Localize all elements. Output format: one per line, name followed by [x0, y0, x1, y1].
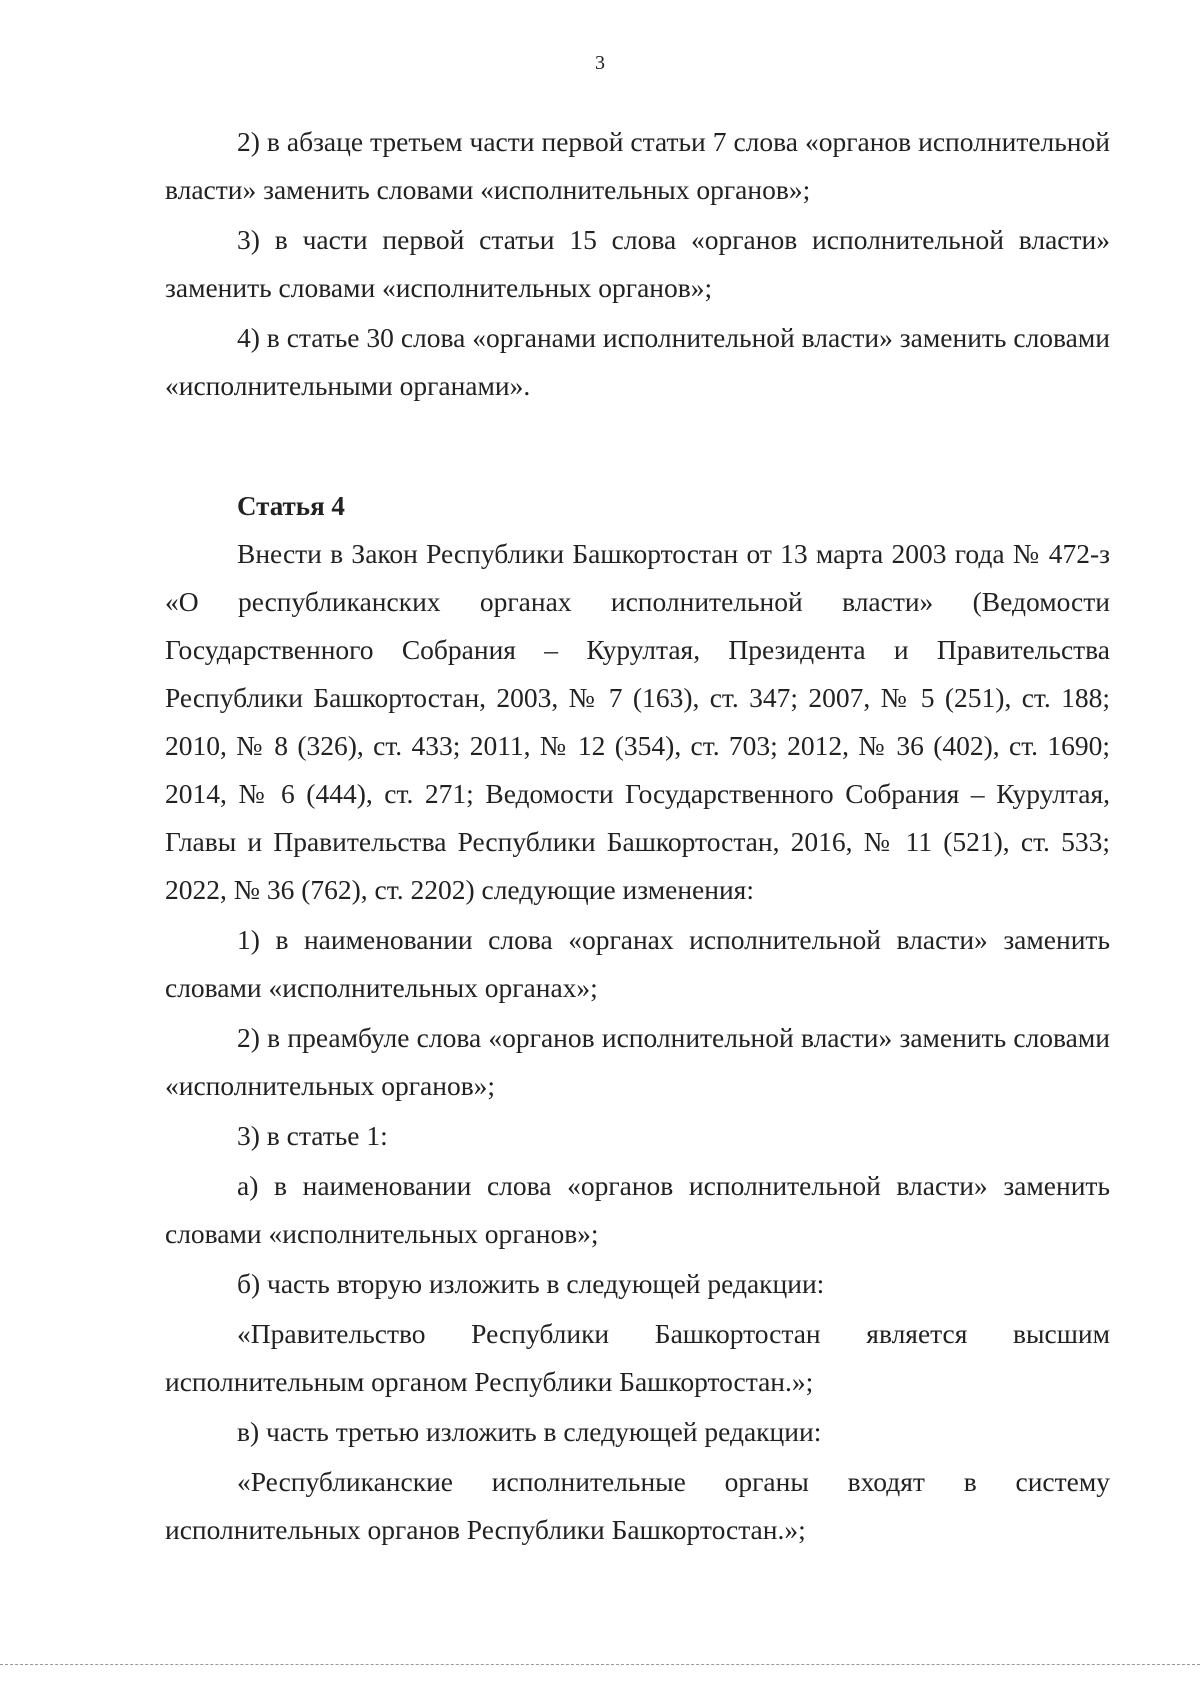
- quoted-text: «Республиканские исполнительные органы входят в систему исполнительных органов Республики Башкортостан.»;: [165, 1466, 1110, 1545]
- article-intro: Внести в Закон Республики Башкортостан от 13 марта 2003 года № 472-з «О республиканских органах исполнительной власти» (Ведомости Государственного Собрания – Курултая, Президента и Правительства Республики Башкортостан, 2003, № 7 (163), ст. 347; 2007, № 5 (251), ст. 188; 2010, № 8 (326), ст. 433; 2011, № 12 (354), ст. 703; 2012, № 36 (402), ст. 1690; 2014, № 6 (444), ст. 271; Ведомости Государственного Собрания – Курултая, Главы и Правительства Республики Башкортостан, 2016, № 11 (521), ст. 533; 2022, № 36 (762), ст. 2202) следующие изменения:: [165, 538, 1110, 905]
- amendment-item: 3) в части первой статьи 15 слова «органов исполнительной власти» заменить словами «исполнительных органов»;: [165, 224, 1110, 303]
- amendment-item: 3) в статье 1:: [237, 1120, 388, 1151]
- amendment-subitem: а) в наименовании слова «органов исполнительной власти» заменить словами «исполнительных органов»;: [165, 1170, 1110, 1249]
- document-body: [165, 118, 1110, 1556]
- amendment-item: 4) в статье 30 слова «органами исполнительной власти» заменить словами «исполнительными органами».: [165, 322, 1110, 401]
- quoted-text: «Правительство Республики Башкортостан является высшим исполнительным органом Республики Башкортостан.»;: [165, 1318, 1110, 1397]
- amendment-item: 1) в наименовании слова «органах исполнительной власти» заменить словами «исполнительных органах»;: [165, 924, 1110, 1003]
- amendment-subitem: б) часть вторую изложить в следующей редакции:: [237, 1268, 825, 1299]
- article-heading: Статья 4: [237, 491, 345, 521]
- amendment-subitem: в) часть третью изложить в следующей редакции:: [237, 1416, 822, 1447]
- amendment-item: 2) в преамбуле слова «органов исполнительной власти» заменить словами «исполнительных органов»;: [165, 1022, 1110, 1101]
- amendment-item: 2) в абзаце третьем части первой статьи 7 слова «органов исполнительной власти» заменить словами «исполнительных органов»;: [165, 126, 1110, 205]
- page-bottom-rule: [0, 1664, 1200, 1665]
- page-number: 3: [595, 52, 605, 74]
